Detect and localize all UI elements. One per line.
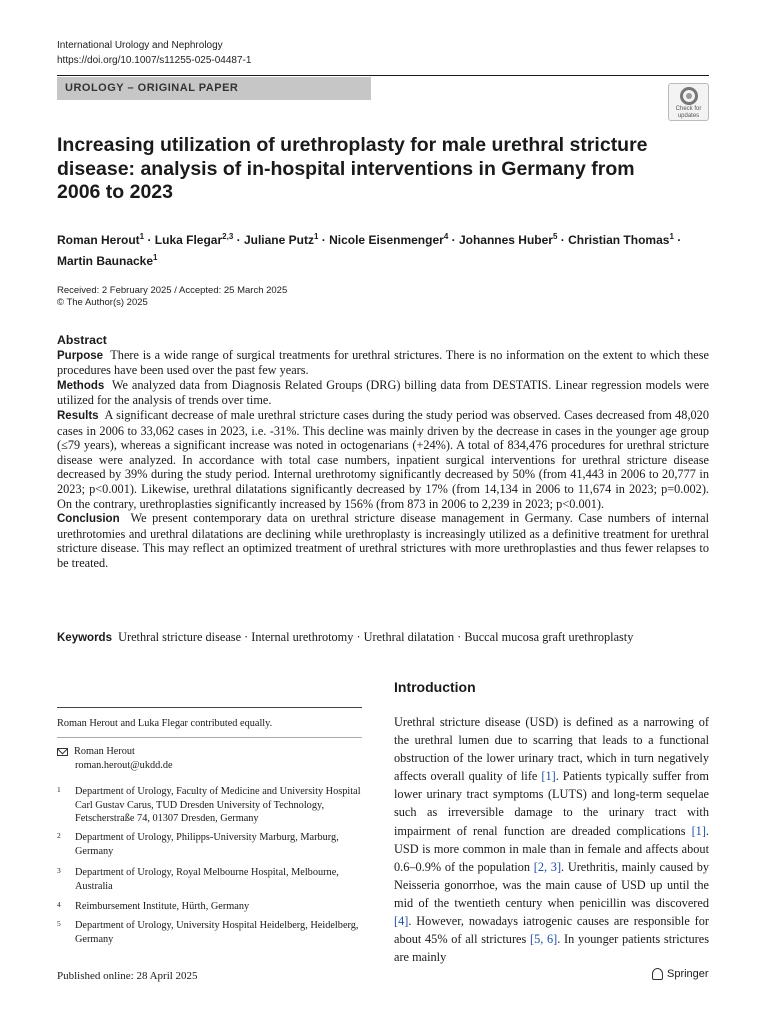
abstract-results: Results A significant decrease of male urethral stricture cases during the study period was observed. Cases decreased from 48,020 cases in 2006 to 33,062 cases in 2023, i.e. -31%. This decline was mainly driven by the decrease in cases in the younger age group (≤79 years), whereas a significant increase was noted in octogenarians (+24%). A total of 834,476 procedures for urethral stricture disease were analyzed. In accordance with total case numbers, inpatient surgical interventions for urethral stricture disease decreased by 39% during the study period. Internal urethrotomy significantly decreased by 50% (from 41,443 in 2006 to 20,777 in 2023; p<0.001). Likewise, urethral dilatations significantly decreased by 17% (from 14,134 in 2006 to 11,674 in 2023; p=0.002). On the contrary, urethroplasties significantly increased by 156% (from 873 in 2006 to 2,239 in 2023; p<0.001). [57,407,709,511]
badge-text-1: Check for [675,106,702,112]
citation-link[interactable]: [1] [691,823,706,838]
springer-horse-icon [652,968,663,980]
publisher-name: Springer [667,968,709,980]
received-accepted: Received: 2 February 2025 / Accepted: 25 March 2025 [57,285,288,296]
article-dates [57,285,287,309]
keywords-label: Keywords [57,632,112,644]
affiliation: 4 Reimbursement Institute, Hürth, Germany [57,900,250,912]
journal-name: International Urology and Nephrology [57,40,223,51]
introduction-heading: Introduction [394,679,476,695]
author[interactable]: Nicole Eisenmenger$^4$ [329,232,449,247]
keywords-text: Urethral stricture disease · Internal urethrotomy · Urethral dilatation · Buccal mucosa graft urethroplasty [118,630,634,644]
author[interactable]: Juliane Putz$^1$ [243,232,319,247]
author[interactable]: Christian Thomas$^1$ [568,232,674,247]
check-updates-icon [680,87,698,105]
author-list: Roman Herout$^1$ · Luka Flegar$^{2,3}$ · Juliane Putz$^1$ · Nicole Eisenmenger$^4$ · Johannes Huber$^5$ · Christian Thomas$^1$ · Martin Baunacke$^1$ [57,232,682,268]
abstract-methods: Methods We analyzed data from Diagnosis Related Groups (DRG) billing data from DESTATIS. Linear regression models were utilized for the analysis of trends over time. [57,377,709,408]
corresponding-author [57,745,173,773]
copyright: © The Author(s) 2025 [57,297,148,308]
citation-link[interactable]: [2, 3] [533,859,562,874]
citation-link[interactable]: [1] [541,769,556,784]
citation-link[interactable]: [4] [394,914,409,929]
abstract [57,333,709,571]
affiliation: 5 Department of Urology, University Hospital Heidelberg, Heidelberg, Germany [57,919,359,945]
affiliation: 1 Department of Urology, Faculty of Medicine and University Hospital Carl Gustav Carus, TUD Dresden University of Technology, Fetscherstraße 74, 01307 Dresden, Germany [57,785,361,824]
affiliation: 3 Department of Urology, Royal Melbourne Hospital, Melbourne, Australia [57,866,339,892]
journal-header [57,38,251,68]
author[interactable]: Martin Baunacke$^1$ [57,253,158,268]
affiliation: 2 Department of Urology, Philipps-University Marburg, Marburg, Germany [57,831,339,857]
abstract-purpose: Purpose There is a wide range of surgical treatments for urethral strictures. There is no information on the extent to which these procedures have been used over the past few years. [57,347,709,378]
envelope-icon [57,748,68,756]
publisher-logo [652,968,709,980]
article-title: Increasing utilization of urethroplasty for male urethral stricture disease: analysis of in-hospital interventions in Germany from 2006 to 2023 [57,134,648,203]
author[interactable]: Luka Flegar$^{2,3}$ [154,232,234,247]
author[interactable]: Johannes Huber$^5$ [458,232,558,247]
keywords [57,630,709,646]
introduction-text: Urethral stricture disease (USD) is defined as a narrowing of the urethral lumen due to scarring that leads to a functional obstruction of the lower urinary tract, which in turn negatively affects overall quality of life [1]. Patients typically suffer from lower urinary tract symptoms (LUTS) and long-term sequelae such as irreversible damage to the urinary tract with impairment of renal function are dreaded complications [1]. USD is more common in male than in female and affects about 0.6–0.9% of the population [2, 3]. Urethritis, mainly caused by Neisseria gonorrhoe, was the main cause of USD up until the mid of the twentieth century when penicillin was discovered [4]. However, nowadays iatrogenic causes are responsible for about 45% of all strictures [5, 6]. In younger patients strictures are mainly [394,715,710,965]
footnote-divider [57,737,362,738]
abstract-heading: Abstract [57,333,107,347]
footnote-rule [57,707,362,708]
corr-email[interactable]: roman.herout@ukdd.de [75,760,173,771]
check-for-updates-badge[interactable] [668,83,709,121]
contribution-note: Roman Herout and Luka Flegar contributed equally. [57,718,273,729]
category-banner: UROLOGY – ORIGINAL PAPER [57,77,371,100]
author[interactable]: Roman Herout$^1$ [57,232,145,247]
badge-text-2: updates [677,113,700,119]
citation-link[interactable]: [5, 6] [529,932,558,947]
header-rule [57,75,709,76]
published-online: Published online: 28 April 2025 [57,970,198,982]
corr-name: Roman Herout [74,746,135,757]
abstract-conclusion: Conclusion We present contemporary data on urethral stricture disease management in Germany. Case numbers of internal urethrotomies and urethral dilatations are declining while urethroplasty is increasingly utilized as a definitive treatment for urethral stricture disease. This may reflect an optimized treatment of urethral strictures with more urethroplasties and thus fewer relapses to be treated. [57,511,709,570]
doi-link[interactable]: https://doi.org/10.1007/s11255-025-04487-1 [57,55,252,66]
